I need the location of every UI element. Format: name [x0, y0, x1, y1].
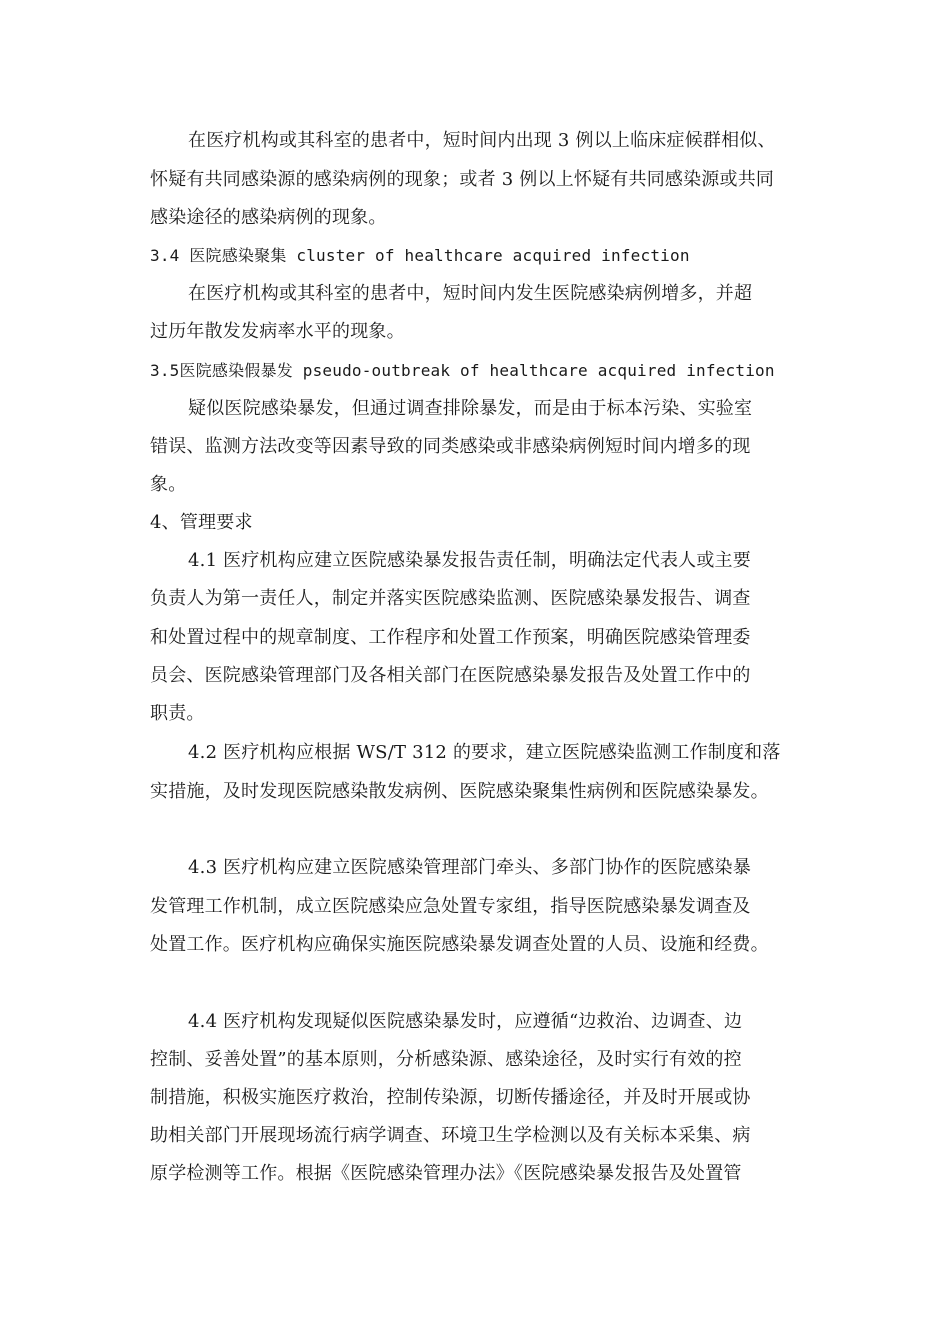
text-line-8: 疑似医院感染暴发，但通过调查排除暴发，而是由于标本污染、实验室 [188, 398, 753, 419]
section-heading-4: 4、管理要求 [150, 512, 253, 533]
text-line-3: 感染途径的感染病例的现象。 [150, 207, 387, 228]
text-line-21: 处置工作。医疗机构应确保实施医院感染暴发调查处置的人员、设施和经费。 [150, 934, 769, 955]
text-line-17: 4.2 医疗机构应根据 WS/T 312 的要求，建立医院感染监测工作制度和落 [188, 742, 781, 763]
text-line-6: 过历年散发发病率水平的现象。 [150, 321, 405, 342]
text-line-2: 怀疑有共同感染源的感染病例的现象；或者 3 例以上怀疑有共同感染源或共同 [150, 169, 775, 190]
text-line-9: 错误、监测方法改变等因素导致的同类感染或非感染病例短时间内增多的现 [150, 436, 751, 457]
text-line-25: 助相关部门开展现场流行病学调查、环境卫生学检测以及有关标本采集、病 [150, 1125, 751, 1146]
text-line-26: 原学检测等工作。根据《医院感染管理办法》《医院感染暴发报告及处置管 [150, 1163, 742, 1184]
section-heading-3-4: 3.4 医院感染聚集 cluster of healthcare acquired infection [150, 246, 690, 265]
text-line-16: 职责。 [150, 703, 205, 724]
section-heading-3-5: 3.5医院感染假暴发 pseudo-outbreak of healthcare acquired infection [150, 361, 775, 380]
text-line-23: 控制、妥善处置”的基本原则，分析感染源、感染途径，及时实行有效的控 [150, 1049, 742, 1070]
text-line-12: 4.1 医疗机构应建立医院感染暴发报告责任制，明确法定代表人或主要 [188, 550, 751, 571]
text-line-18: 实措施，及时发现医院感染散发病例、医院感染聚集性病例和医院感染暴发。 [150, 781, 769, 802]
text-line-5: 在医疗机构或其科室的患者中，短时间内发生医院感染病例增多，并超 [188, 283, 753, 304]
text-line-1: 在医疗机构或其科室的患者中，短时间内出现 3 例以上临床症候群相似、 [188, 130, 776, 151]
text-line-10: 象。 [150, 474, 187, 495]
text-line-22: 4.4 医疗机构发现疑似医院感染暴发时，应遵循“边救治、边调查、边 [188, 1011, 743, 1032]
text-line-15: 员会、医院感染管理部门及各相关部门在医院感染暴发报告及处置工作中的 [150, 665, 751, 686]
text-line-19: 4.3 医疗机构应建立医院感染管理部门牵头、多部门协作的医院感染暴 [188, 857, 751, 878]
text-line-14: 和处置过程中的规章制度、工作程序和处置工作预案，明确医院感染管理委 [150, 627, 751, 648]
text-line-13: 负责人为第一责任人，制定并落实医院感染监测、医院感染暴发报告、调查 [150, 588, 751, 609]
text-line-24: 制措施，积极实施医疗救治，控制传染源，切断传播途径，并及时开展或协 [150, 1087, 751, 1108]
text-line-20: 发管理工作机制，成立医院感染应急处置专家组，指导医院感染暴发调查及 [150, 896, 751, 917]
